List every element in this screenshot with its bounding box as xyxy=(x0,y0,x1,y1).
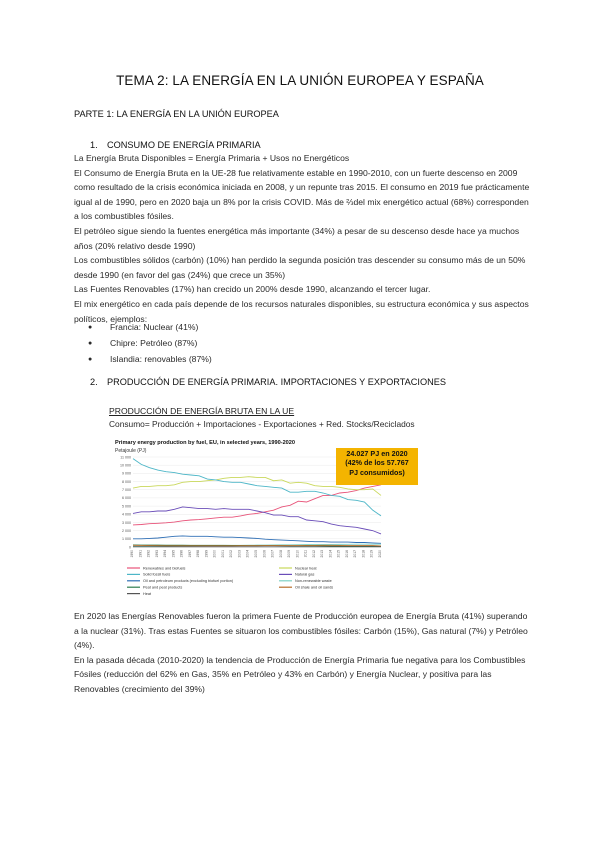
y-tick-label: 1 000 xyxy=(122,537,131,542)
x-tick-label: 2011 xyxy=(303,550,308,558)
chart-y-label: Petajoule (PJ) xyxy=(115,448,147,454)
subsection-formula: Consumo= Producción + Importaciones - Exportaciones + Red. Stocks/Reciclados xyxy=(109,419,415,429)
x-tick-label: 2009 xyxy=(287,550,292,558)
x-tick-label: 2006 xyxy=(262,550,267,558)
chart-title: Primary energy production by fuel, EU, in selected years, 1990-2020 xyxy=(115,440,296,446)
legend-label: Renewables and biofuels xyxy=(143,566,186,571)
paragraph: En 2020 las Energías Renovables fueron la primera Fuente de Producción europea de Energía Bruta (41%) superando a la nuclear (31%). Tras estas Fuentes se situaron los combustibles fósiles: Carbón (15%), Gas natural (7%) y Petróleo (4%). xyxy=(74,611,528,651)
series-line-7 xyxy=(133,545,381,546)
paragraph: En la pasada década (2010-2020) la tendencia de Producción de Energía Primaria fue negativa para los Combustibles Fósiles (reducción del 62% en Gas, 35% en Petróleo y 43% en Carbón) y Energía Nuclear, y positiva para las Renovables (crecimiento del 39%) xyxy=(74,654,526,694)
section-2-body xyxy=(74,609,534,697)
x-tick-label: 2018 xyxy=(361,550,366,558)
y-tick-label: 2 000 xyxy=(122,528,131,533)
legend-label: Heat xyxy=(143,591,152,596)
x-tick-label: 2007 xyxy=(270,550,275,558)
y-tick-label: 11 000 xyxy=(120,455,131,460)
callout-line: PJ consumidos) xyxy=(349,467,405,477)
x-tick-label: 2016 xyxy=(344,550,349,558)
y-tick-label: 9 000 xyxy=(122,471,131,476)
x-tick-label: 2004 xyxy=(245,550,250,558)
x-tick-label: 1997 xyxy=(187,550,192,558)
paragraph: Las Fuentes Renovables (17%) han crecido un 200% desde 1990, alcanzando el tercer lugar. xyxy=(74,284,431,295)
bullet-icon: ● xyxy=(88,324,93,331)
legend-label: Nuclear heat xyxy=(295,566,317,571)
list-item: ● Francia: Nuclear (41%) xyxy=(88,320,212,336)
x-tick-label: 2014 xyxy=(328,550,333,558)
paragraph: El mix energético en cada país depende de los recursos naturales disponibles, su estructura económica y sus aspectos políticos, ejemplos: xyxy=(74,298,529,324)
bullet-icon: ● xyxy=(88,356,93,364)
section-number: 1. xyxy=(90,140,98,150)
x-tick-label: 2020 xyxy=(378,550,382,558)
x-tick-label: 2002 xyxy=(229,550,234,558)
part-heading: PARTE 1: LA ENERGÍA EN LA UNIÓN EUROPEA xyxy=(74,109,279,119)
x-tick-label: 1998 xyxy=(196,550,201,558)
x-tick-label: 2001 xyxy=(220,550,225,558)
series-line-4 xyxy=(133,536,381,543)
y-tick-label: 4 000 xyxy=(122,512,131,517)
legend-label: Solid fossil fuels xyxy=(143,572,171,577)
list-item: ● Islandia: renovables (87%) xyxy=(88,352,212,368)
x-tick-label: 1995 xyxy=(171,550,176,558)
legend-label: Oil and petroleum products (excluding biofuel portion) xyxy=(143,579,234,584)
y-tick-label: 7 000 xyxy=(122,488,131,493)
x-tick-label: 2000 xyxy=(212,550,217,558)
series-line-3 xyxy=(133,507,381,534)
section-heading-1 xyxy=(90,140,261,150)
x-tick-label: 2008 xyxy=(278,550,283,558)
x-tick-label: 2005 xyxy=(254,550,258,558)
paragraph: El petróleo sigue siendo la fuentes energética más importante (34%) a pesar de su descenso desde hace ya muchos años (20% relativo desde 1990) xyxy=(74,225,520,251)
y-tick-label: 0 xyxy=(129,545,131,550)
y-tick-label: 5 000 xyxy=(122,504,131,509)
x-tick-label: 2003 xyxy=(237,550,242,558)
x-tick-label: 1990 xyxy=(130,550,134,558)
y-tick-label: 3 000 xyxy=(122,520,131,525)
x-tick-label: 2010 xyxy=(295,550,300,558)
paragraph: La Energía Bruta Disponibles = Energía Primaria + Usos no Energéticos xyxy=(74,153,350,163)
x-tick-label: 1996 xyxy=(179,550,184,558)
callout-line: 24.027 PJ en 2020 xyxy=(346,449,408,458)
page-title: TEMA 2: LA ENERGÍA EN LA UNIÓN EUROPEA Y ESPAÑA xyxy=(116,73,484,88)
y-tick-label: 6 000 xyxy=(122,496,131,501)
bullet-list xyxy=(88,320,212,369)
list-item: ● Chipre: Petróleo (87%) xyxy=(88,336,212,352)
production-callout xyxy=(336,448,418,485)
x-tick-label: 1992 xyxy=(146,550,151,558)
paragraph: El Consumo de Energía Bruta en la UE-28 fue relativamente estable en 1990-2010, con un fuerte descenso en 2009 como resultado de la crisis económica iniciada en 2008, y un repunte tras 2015. El consumo en 2019 fue prácticamente igual al de 1990, pero en 2020 baja un 8% por la crisis COVID. Más de ⅔del mix energético actual (68%) corresponden a los combustibles fósiles. xyxy=(74,167,530,222)
legend-label: Natural gas xyxy=(295,572,315,577)
section-title: PRODUCCIÓN DE ENERGÍA PRIMARIA. IMPORTACIONES Y EXPORTACIONES xyxy=(107,377,446,387)
x-tick-label: 1999 xyxy=(204,550,209,558)
callout-line: (42% de los 57.767 xyxy=(345,458,409,468)
paragraph: Los combustibles sólidos (carbón) (10%) han perdido la segunda posición tras descender su consumo más de un 50% desde 1990 (en favor del gas (24%) que crece un 35%) xyxy=(74,255,526,280)
legend-label: Oil shale and oil sands xyxy=(295,585,334,590)
x-tick-label: 2013 xyxy=(320,550,325,558)
x-tick-label: 2017 xyxy=(353,550,358,558)
x-tick-label: 1991 xyxy=(138,550,143,558)
series-line-0 xyxy=(133,485,381,525)
x-tick-label: 1994 xyxy=(163,550,168,558)
x-tick-label: 1993 xyxy=(154,550,159,558)
legend-label: Peat and peat products xyxy=(143,585,183,590)
y-tick-label: 10 000 xyxy=(120,463,131,468)
section-1-body xyxy=(74,151,534,326)
x-tick-label: 2019 xyxy=(369,550,374,558)
section-heading-2 xyxy=(90,377,446,387)
subsection-title: PRODUCCIÓN DE ENERGÍA BRUTA EN LA UE xyxy=(109,406,295,416)
y-tick-label: 8 000 xyxy=(122,479,131,484)
section-title: CONSUMO DE ENERGÍA PRIMARIA xyxy=(107,140,261,150)
legend-label: Non-renewable waste xyxy=(295,579,332,584)
x-tick-label: 2015 xyxy=(336,550,341,558)
section-number: 2. xyxy=(90,377,98,387)
bullet-icon: ● xyxy=(88,340,93,348)
x-tick-label: 2012 xyxy=(311,550,316,558)
